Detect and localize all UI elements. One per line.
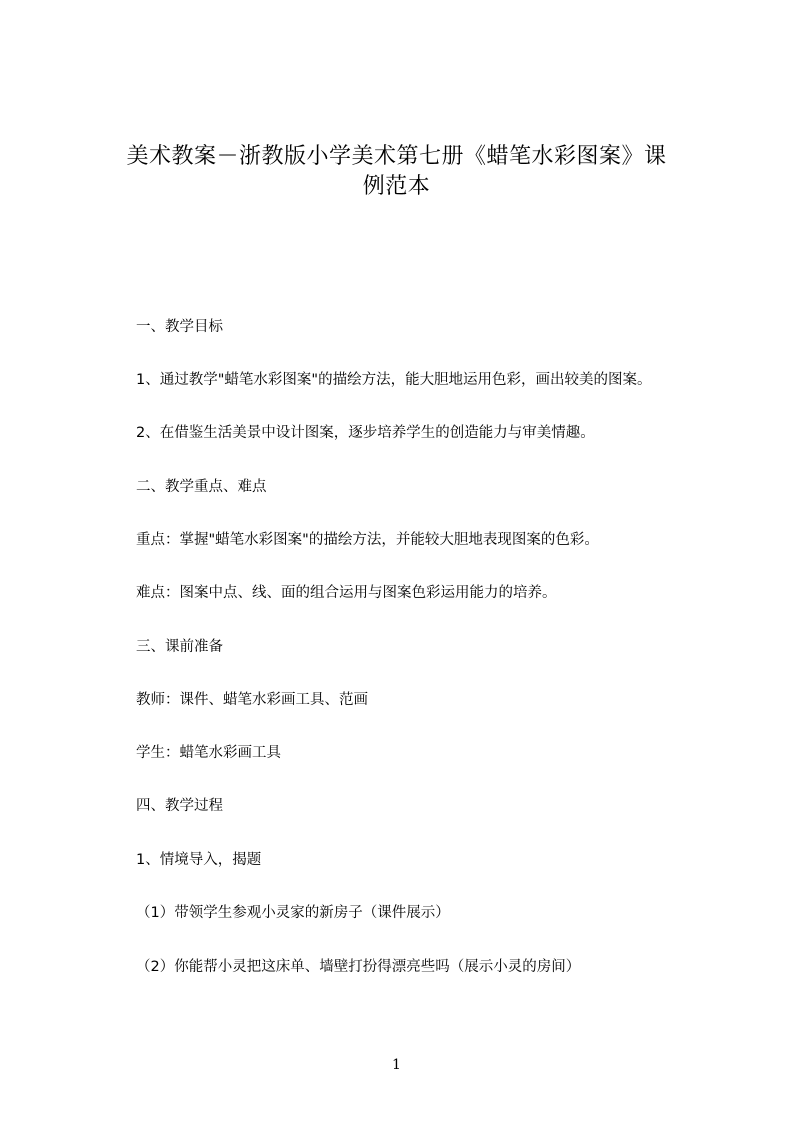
document-title-line-2: 例范本 [362, 174, 431, 199]
section-heading-preparation: 三、课前准备 [136, 639, 223, 655]
paragraph-key-point: 重点：掌握"蜡笔水彩图案"的描绘方法，并能较大胆地表现图案的色彩。 [136, 532, 599, 548]
page-number: 1 [392, 1057, 401, 1073]
section-heading-process: 四、教学过程 [136, 798, 223, 814]
paragraph-student-prep: 学生：蜡笔水彩画工具 [136, 745, 281, 761]
document-title-line-1: 美术教案－浙教版小学美术第七册《蜡笔水彩图案》课 [126, 144, 667, 169]
paragraph-teacher-prep: 教师：课件、蜡笔水彩画工具、范画 [136, 692, 368, 708]
section-heading-goals: 一、教学目标 [136, 319, 223, 335]
paragraph-process-step-1: 1、情境导入，揭题 [136, 852, 262, 868]
paragraph-goal-2: 2、在借鉴生活美景中设计图案，逐步培养学生的创造能力与审美情趣。 [136, 425, 595, 441]
paragraph-difficulty: 难点：图案中点、线、面的组合运用与图案色彩运用能力的培养。 [136, 585, 557, 601]
section-heading-key-points: 二、教学重点、难点 [136, 479, 267, 495]
paragraph-process-substep-2: （2）你能帮小灵把这床单、墙壁打扮得漂亮些吗（展示小灵的房间） [136, 959, 581, 975]
paragraph-process-substep-1: （1）带领学生参观小灵家的新房子（课件展示） [136, 905, 450, 921]
paragraph-goal-1: 1、通过教学"蜡笔水彩图案"的描绘方法，能大胆地运用色彩，画出较美的图案。 [136, 372, 652, 388]
